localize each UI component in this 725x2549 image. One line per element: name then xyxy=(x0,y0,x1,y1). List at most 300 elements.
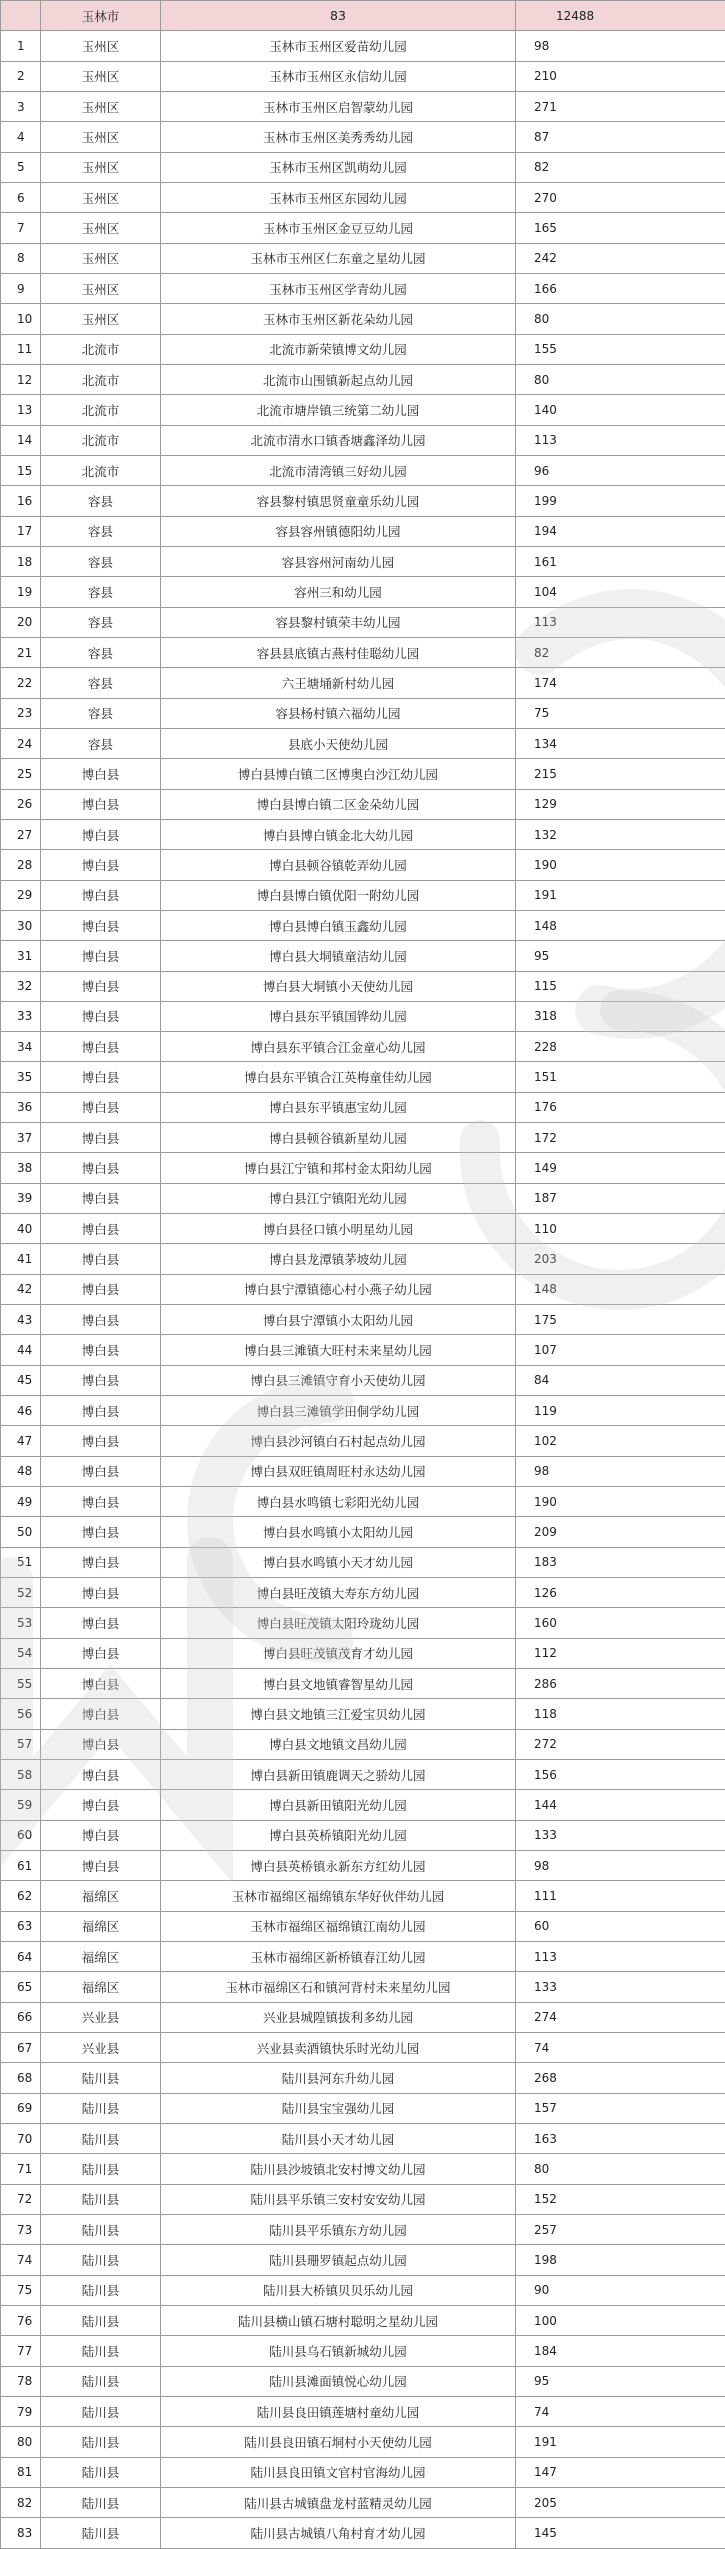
header-total-cell: 12488 xyxy=(516,1,725,31)
enrollment-cell: 96 xyxy=(516,455,725,485)
kindergarten-name-cell: 陆川县横山镇石塘村聪明之星幼儿园 xyxy=(161,2305,516,2335)
kindergarten-name-cell: 玉林市玉州区金豆豆幼儿园 xyxy=(161,213,516,243)
district-cell: 陆川县 xyxy=(41,2063,161,2093)
table-row xyxy=(1,1578,725,1608)
kindergarten-name-cell: 玉林市福绵区石和镇河背村未来星幼儿园 xyxy=(161,1972,516,2002)
row-index-cell: 35 xyxy=(1,1062,41,1092)
row-index-cell: 7 xyxy=(1,213,41,243)
district-cell: 博白县 xyxy=(41,1426,161,1456)
district-cell: 玉州区 xyxy=(41,152,161,182)
table-row xyxy=(1,1123,725,1153)
district-cell: 陆川县 xyxy=(41,2305,161,2335)
kindergarten-name-cell: 博白县水鸣镇小太阳幼儿园 xyxy=(161,1517,516,1547)
kindergarten-name-cell: 陆川县沙坡镇北安村博文幼儿园 xyxy=(161,2154,516,2184)
row-index-cell: 62 xyxy=(1,1881,41,1911)
table-row xyxy=(1,425,725,455)
district-cell: 玉州区 xyxy=(41,213,161,243)
district-cell: 玉州区 xyxy=(41,243,161,273)
district-cell: 福绵区 xyxy=(41,1942,161,1972)
enrollment-cell: 163 xyxy=(516,2123,725,2153)
enrollment-cell: 148 xyxy=(516,1274,725,1304)
district-cell: 博白县 xyxy=(41,1123,161,1153)
kindergarten-name-cell: 兴业县城隍镇拔利多幼儿园 xyxy=(161,2002,516,2032)
enrollment-cell: 112 xyxy=(516,1638,725,1668)
row-index-cell: 26 xyxy=(1,789,41,819)
row-index-cell: 51 xyxy=(1,1547,41,1577)
district-cell: 玉州区 xyxy=(41,122,161,152)
enrollment-cell: 199 xyxy=(516,486,725,516)
table-row xyxy=(1,1274,725,1304)
table-row xyxy=(1,1487,725,1517)
row-index-cell: 79 xyxy=(1,2396,41,2426)
enrollment-cell: 98 xyxy=(516,31,725,61)
kindergarten-name-cell: 六王塘埇新村幼儿园 xyxy=(161,668,516,698)
table-row xyxy=(1,819,725,849)
row-index-cell: 37 xyxy=(1,1123,41,1153)
enrollment-cell: 134 xyxy=(516,728,725,758)
kindergarten-name-cell: 博白县旺茂镇大寿东方幼儿园 xyxy=(161,1578,516,1608)
table-row xyxy=(1,1214,725,1244)
enrollment-cell: 149 xyxy=(516,1153,725,1183)
district-cell: 博白县 xyxy=(41,1062,161,1092)
district-cell: 陆川县 xyxy=(41,2366,161,2396)
kindergarten-name-cell: 陆川县滩面镇悦心幼儿园 xyxy=(161,2366,516,2396)
enrollment-cell: 176 xyxy=(516,1092,725,1122)
table-row xyxy=(1,1183,725,1213)
table-row xyxy=(1,1396,725,1426)
row-index-cell: 4 xyxy=(1,122,41,152)
kindergarten-name-cell: 陆川县乌石镇新城幼儿园 xyxy=(161,2336,516,2366)
enrollment-cell: 165 xyxy=(516,213,725,243)
kindergarten-name-cell: 玉林市玉州区永信幼儿园 xyxy=(161,61,516,91)
table-row xyxy=(1,1547,725,1577)
row-index-cell: 23 xyxy=(1,698,41,728)
table-row xyxy=(1,1335,725,1365)
table-row xyxy=(1,2366,725,2396)
row-index-cell: 53 xyxy=(1,1608,41,1638)
row-index-cell: 71 xyxy=(1,2154,41,2184)
row-index-cell: 55 xyxy=(1,1669,41,1699)
enrollment-cell: 98 xyxy=(516,1456,725,1486)
enrollment-cell: 215 xyxy=(516,759,725,789)
table-row xyxy=(1,1972,725,2002)
kindergarten-name-cell: 博白县大垌镇童洁幼儿园 xyxy=(161,941,516,971)
row-index-cell: 63 xyxy=(1,1911,41,1941)
district-cell: 福绵区 xyxy=(41,1881,161,1911)
row-index-cell: 1 xyxy=(1,31,41,61)
table-row xyxy=(1,2154,725,2184)
kindergarten-name-cell: 博白县三滩镇学田侗学幼儿园 xyxy=(161,1396,516,1426)
row-index-cell: 42 xyxy=(1,1274,41,1304)
row-index-cell: 52 xyxy=(1,1578,41,1608)
row-index-cell: 44 xyxy=(1,1335,41,1365)
district-cell: 博白县 xyxy=(41,1608,161,1638)
table-row xyxy=(1,395,725,425)
enrollment-cell: 268 xyxy=(516,2063,725,2093)
enrollment-cell: 274 xyxy=(516,2002,725,2032)
district-cell: 陆川县 xyxy=(41,2093,161,2123)
kindergarten-name-cell: 北流市山围镇新起点幼儿园 xyxy=(161,364,516,394)
row-index-cell: 17 xyxy=(1,516,41,546)
row-index-cell: 29 xyxy=(1,880,41,910)
district-cell: 博白县 xyxy=(41,1183,161,1213)
table-row xyxy=(1,546,725,576)
row-index-cell: 67 xyxy=(1,2032,41,2062)
header-count-cell: 83 xyxy=(161,1,516,31)
table-row xyxy=(1,2093,725,2123)
district-cell: 博白县 xyxy=(41,1638,161,1668)
table-row xyxy=(1,61,725,91)
table-row xyxy=(1,273,725,303)
kindergarten-name-cell: 博白县新田镇阳光幼儿园 xyxy=(161,1790,516,1820)
enrollment-cell: 129 xyxy=(516,789,725,819)
kindergarten-name-cell: 博白县江宁镇阳光幼儿园 xyxy=(161,1183,516,1213)
kindergarten-name-cell: 博白县三滩镇守育小天使幼儿园 xyxy=(161,1365,516,1395)
kindergarten-name-cell: 陆川县小天才幼儿园 xyxy=(161,2123,516,2153)
table-row xyxy=(1,1517,725,1547)
table-row xyxy=(1,1638,725,1668)
kindergarten-name-cell: 玉林市玉州区新花朵幼儿园 xyxy=(161,304,516,334)
district-cell: 陆川县 xyxy=(41,2427,161,2457)
kindergarten-name-cell: 陆川县良田镇文官村官海幼儿园 xyxy=(161,2457,516,2487)
row-index-cell: 2 xyxy=(1,61,41,91)
district-cell: 北流市 xyxy=(41,364,161,394)
enrollment-cell: 194 xyxy=(516,516,725,546)
kindergarten-name-cell: 容州三和幼儿园 xyxy=(161,577,516,607)
table-row xyxy=(1,850,725,880)
table-row xyxy=(1,2032,725,2062)
table-row xyxy=(1,1942,725,1972)
district-cell: 玉州区 xyxy=(41,91,161,121)
table-row xyxy=(1,1760,725,1790)
row-index-cell: 41 xyxy=(1,1244,41,1274)
district-cell: 北流市 xyxy=(41,395,161,425)
enrollment-cell: 272 xyxy=(516,1729,725,1759)
table-row xyxy=(1,1851,725,1881)
kindergarten-name-cell: 博白县东平镇惠宝幼儿园 xyxy=(161,1092,516,1122)
enrollment-cell: 187 xyxy=(516,1183,725,1213)
kindergarten-name-cell: 博白县博白镇二区金朵幼儿园 xyxy=(161,789,516,819)
district-cell: 博白县 xyxy=(41,880,161,910)
table-row xyxy=(1,789,725,819)
district-cell: 博白县 xyxy=(41,1517,161,1547)
kindergarten-name-cell: 博白县文地镇睿智星幼儿园 xyxy=(161,1669,516,1699)
row-index-cell: 33 xyxy=(1,1001,41,1031)
table-row xyxy=(1,1092,725,1122)
table-row xyxy=(1,182,725,212)
table-row xyxy=(1,1699,725,1729)
row-index-cell: 48 xyxy=(1,1456,41,1486)
district-cell: 陆川县 xyxy=(41,2245,161,2275)
table-row xyxy=(1,1881,725,1911)
district-cell: 陆川县 xyxy=(41,2487,161,2517)
row-index-cell: 43 xyxy=(1,1305,41,1335)
enrollment-cell: 209 xyxy=(516,1517,725,1547)
enrollment-cell: 157 xyxy=(516,2093,725,2123)
row-index-cell: 54 xyxy=(1,1638,41,1668)
row-index-cell: 5 xyxy=(1,152,41,182)
district-cell: 北流市 xyxy=(41,455,161,485)
enrollment-cell: 113 xyxy=(516,1942,725,1972)
row-index-cell: 77 xyxy=(1,2336,41,2366)
row-index-cell: 34 xyxy=(1,1032,41,1062)
row-index-cell: 12 xyxy=(1,364,41,394)
district-cell: 博白县 xyxy=(41,1760,161,1790)
row-index-cell: 72 xyxy=(1,2184,41,2214)
kindergarten-name-cell: 博白县三滩镇大旺村未来星幼儿园 xyxy=(161,1335,516,1365)
row-index-cell: 28 xyxy=(1,850,41,880)
row-index-cell: 65 xyxy=(1,1972,41,2002)
row-index-cell: 15 xyxy=(1,455,41,485)
enrollment-cell: 257 xyxy=(516,2214,725,2244)
district-cell: 博白县 xyxy=(41,759,161,789)
kindergarten-name-cell: 博白县旺茂镇太阳玲珑幼儿园 xyxy=(161,1608,516,1638)
district-cell: 陆川县 xyxy=(41,2214,161,2244)
kindergarten-name-cell: 容县杨村镇六福幼儿园 xyxy=(161,698,516,728)
enrollment-cell: 74 xyxy=(516,2032,725,2062)
enrollment-cell: 270 xyxy=(516,182,725,212)
row-index-cell: 46 xyxy=(1,1396,41,1426)
enrollment-cell: 133 xyxy=(516,1972,725,2002)
kindergarten-name-cell: 博白县水鸣镇小天才幼儿园 xyxy=(161,1547,516,1577)
table-row xyxy=(1,668,725,698)
district-cell: 容县 xyxy=(41,637,161,667)
kindergarten-name-cell: 陆川县良田镇莲塘村童幼儿园 xyxy=(161,2396,516,2426)
kindergarten-name-cell: 博白县东平镇合江金童心幼儿园 xyxy=(161,1032,516,1062)
kindergarten-name-cell: 博白县博白镇玉鑫幼儿园 xyxy=(161,910,516,940)
enrollment-cell: 190 xyxy=(516,850,725,880)
row-index-cell: 40 xyxy=(1,1214,41,1244)
district-cell: 博白县 xyxy=(41,1699,161,1729)
enrollment-cell: 191 xyxy=(516,2427,725,2457)
kindergarten-name-cell: 玉林市玉州区爱苗幼儿园 xyxy=(161,31,516,61)
kindergarten-name-cell: 陆川县良田镇石垌村小天使幼儿园 xyxy=(161,2427,516,2457)
table-row xyxy=(1,152,725,182)
enrollment-cell: 110 xyxy=(516,1214,725,1244)
table-row xyxy=(1,880,725,910)
enrollment-cell: 286 xyxy=(516,1669,725,1699)
enrollment-cell: 126 xyxy=(516,1578,725,1608)
enrollment-cell: 84 xyxy=(516,1365,725,1395)
kindergarten-name-cell: 陆川县古城镇盘龙村蓝精灵幼儿园 xyxy=(161,2487,516,2517)
kindergarten-name-cell: 玉林市玉州区仁东童之星幼儿园 xyxy=(161,243,516,273)
enrollment-cell: 133 xyxy=(516,1820,725,1850)
kindergarten-name-cell: 博白县英桥镇阳光幼儿园 xyxy=(161,1820,516,1850)
district-cell: 陆川县 xyxy=(41,2336,161,2366)
kindergarten-name-cell: 陆川县古城镇八角村育才幼儿园 xyxy=(161,2518,516,2548)
kindergarten-name-cell: 北流市清水口镇香塘鑫泽幼儿园 xyxy=(161,425,516,455)
district-cell: 博白县 xyxy=(41,1214,161,1244)
kindergarten-name-cell: 博白县双旺镇周旺村永达幼儿园 xyxy=(161,1456,516,1486)
enrollment-cell: 111 xyxy=(516,1881,725,1911)
district-cell: 博白县 xyxy=(41,1669,161,1699)
enrollment-cell: 95 xyxy=(516,2366,725,2396)
row-index-cell: 60 xyxy=(1,1820,41,1850)
table-row xyxy=(1,2184,725,2214)
row-index-cell: 24 xyxy=(1,728,41,758)
table-row xyxy=(1,304,725,334)
table-row xyxy=(1,2518,725,2548)
district-cell: 陆川县 xyxy=(41,2275,161,2305)
enrollment-cell: 74 xyxy=(516,2396,725,2426)
enrollment-cell: 115 xyxy=(516,971,725,1001)
district-cell: 博白县 xyxy=(41,1305,161,1335)
enrollment-cell: 184 xyxy=(516,2336,725,2366)
district-cell: 北流市 xyxy=(41,425,161,455)
kindergarten-name-cell: 博白县顿谷镇乾弄幼儿园 xyxy=(161,850,516,880)
row-index-cell: 75 xyxy=(1,2275,41,2305)
kindergarten-name-cell: 博白县文地镇三江爱宝贝幼儿园 xyxy=(161,1699,516,1729)
kindergarten-name-cell: 博白县径口镇小明星幼儿园 xyxy=(161,1214,516,1244)
row-index-cell: 9 xyxy=(1,273,41,303)
enrollment-cell: 318 xyxy=(516,1001,725,1031)
enrollment-cell: 132 xyxy=(516,819,725,849)
table-row xyxy=(1,577,725,607)
row-index-cell: 16 xyxy=(1,486,41,516)
kindergarten-name-cell: 北流市塘岸镇三统第二幼儿园 xyxy=(161,395,516,425)
district-cell: 容县 xyxy=(41,668,161,698)
table-row xyxy=(1,1790,725,1820)
enrollment-cell: 156 xyxy=(516,1760,725,1790)
row-index-cell: 3 xyxy=(1,91,41,121)
table-row xyxy=(1,2396,725,2426)
kindergarten-name-cell: 玉林市玉州区学青幼儿园 xyxy=(161,273,516,303)
table-row xyxy=(1,1669,725,1699)
district-cell: 博白县 xyxy=(41,1274,161,1304)
kindergarten-name-cell: 博白县博白镇金北大幼儿园 xyxy=(161,819,516,849)
kindergarten-name-cell: 博白县英桥镇永新东方红幼儿园 xyxy=(161,1851,516,1881)
table-row xyxy=(1,2063,725,2093)
enrollment-cell: 100 xyxy=(516,2305,725,2335)
enrollment-cell: 166 xyxy=(516,273,725,303)
row-index-cell: 8 xyxy=(1,243,41,273)
table-row xyxy=(1,364,725,394)
row-index-cell: 19 xyxy=(1,577,41,607)
row-index-cell: 6 xyxy=(1,182,41,212)
row-index-cell: 57 xyxy=(1,1729,41,1759)
kindergarten-name-cell: 博白县大垌镇小天使幼儿园 xyxy=(161,971,516,1001)
table-row xyxy=(1,2245,725,2275)
district-cell: 博白县 xyxy=(41,850,161,880)
table-row xyxy=(1,1062,725,1092)
district-cell: 玉州区 xyxy=(41,273,161,303)
row-index-cell: 58 xyxy=(1,1760,41,1790)
district-cell: 北流市 xyxy=(41,334,161,364)
row-index-cell: 68 xyxy=(1,2063,41,2093)
enrollment-cell: 242 xyxy=(516,243,725,273)
row-index-cell: 30 xyxy=(1,910,41,940)
row-index-cell: 50 xyxy=(1,1517,41,1547)
kindergarten-name-cell: 玉林市福绵区福绵镇东华好伙伴幼儿园 xyxy=(161,1881,516,1911)
enrollment-cell: 98 xyxy=(516,1851,725,1881)
enrollment-cell: 271 xyxy=(516,91,725,121)
enrollment-cell: 87 xyxy=(516,122,725,152)
header-city-cell: 玉林市 xyxy=(41,1,161,31)
district-cell: 陆川县 xyxy=(41,2154,161,2184)
table-row xyxy=(1,122,725,152)
row-index-cell: 36 xyxy=(1,1092,41,1122)
row-index-cell: 73 xyxy=(1,2214,41,2244)
kindergarten-name-cell: 北流市新荣镇博文幼儿园 xyxy=(161,334,516,364)
row-index-cell: 69 xyxy=(1,2093,41,2123)
enrollment-cell: 113 xyxy=(516,607,725,637)
enrollment-cell: 107 xyxy=(516,1335,725,1365)
district-cell: 容县 xyxy=(41,516,161,546)
district-cell: 陆川县 xyxy=(41,2457,161,2487)
table-row xyxy=(1,759,725,789)
table-row xyxy=(1,1032,725,1062)
table-row xyxy=(1,2214,725,2244)
district-cell: 博白县 xyxy=(41,1153,161,1183)
district-cell: 陆川县 xyxy=(41,2396,161,2426)
kindergarten-name-cell: 玉林市玉州区启智蒙幼儿园 xyxy=(161,91,516,121)
district-cell: 博白县 xyxy=(41,1851,161,1881)
kindergarten-name-cell: 博白县博白镇二区博奥白沙江幼儿园 xyxy=(161,759,516,789)
table-row xyxy=(1,1608,725,1638)
district-cell: 博白县 xyxy=(41,1820,161,1850)
enrollment-cell: 145 xyxy=(516,2518,725,2548)
enrollment-cell: 183 xyxy=(516,1547,725,1577)
row-index-cell: 11 xyxy=(1,334,41,364)
row-index-cell: 59 xyxy=(1,1790,41,1820)
table-row xyxy=(1,243,725,273)
enrollment-cell: 113 xyxy=(516,425,725,455)
table-row xyxy=(1,2487,725,2517)
table-row xyxy=(1,728,725,758)
enrollment-cell: 203 xyxy=(516,1244,725,1274)
kindergarten-name-cell: 容县容州镇德阳幼儿园 xyxy=(161,516,516,546)
kindergarten-name-cell: 北流市清湾镇三好幼儿园 xyxy=(161,455,516,485)
district-cell: 博白县 xyxy=(41,1001,161,1031)
table-row xyxy=(1,1456,725,1486)
kindergarten-name-cell: 博白县宁潭镇小太阳幼儿园 xyxy=(161,1305,516,1335)
district-cell: 容县 xyxy=(41,486,161,516)
table-row xyxy=(1,607,725,637)
district-cell: 博白县 xyxy=(41,1396,161,1426)
row-index-cell: 82 xyxy=(1,2487,41,2517)
enrollment-cell: 155 xyxy=(516,334,725,364)
enrollment-cell: 102 xyxy=(516,1426,725,1456)
district-cell: 兴业县 xyxy=(41,2032,161,2062)
district-cell: 玉州区 xyxy=(41,304,161,334)
table-row xyxy=(1,1729,725,1759)
district-cell: 容县 xyxy=(41,607,161,637)
table-row xyxy=(1,2275,725,2305)
table-row xyxy=(1,91,725,121)
table-row xyxy=(1,31,725,61)
table-row xyxy=(1,1244,725,1274)
row-index-cell: 81 xyxy=(1,2457,41,2487)
kindergarten-name-cell: 陆川县珊罗镇起点幼儿园 xyxy=(161,2245,516,2275)
kindergarten-name-cell: 博白县水鸣镇七彩阳光幼儿园 xyxy=(161,1487,516,1517)
enrollment-cell: 152 xyxy=(516,2184,725,2214)
enrollment-cell: 191 xyxy=(516,880,725,910)
row-index-cell: 47 xyxy=(1,1426,41,1456)
kindergarten-name-cell: 陆川县平乐镇东方幼儿园 xyxy=(161,2214,516,2244)
enrollment-cell: 172 xyxy=(516,1123,725,1153)
table-row xyxy=(1,1153,725,1183)
kindergarten-name-cell: 博白县江宁镇和邦村金太阳幼儿园 xyxy=(161,1153,516,1183)
district-cell: 博白县 xyxy=(41,1547,161,1577)
kindergarten-name-cell: 博白县龙潭镇茅坡幼儿园 xyxy=(161,1244,516,1274)
table-row xyxy=(1,1305,725,1335)
table-row xyxy=(1,971,725,1001)
enrollment-cell: 190 xyxy=(516,1487,725,1517)
table-row xyxy=(1,2427,725,2457)
table-row xyxy=(1,455,725,485)
table-row xyxy=(1,2002,725,2032)
row-index-cell: 61 xyxy=(1,1851,41,1881)
